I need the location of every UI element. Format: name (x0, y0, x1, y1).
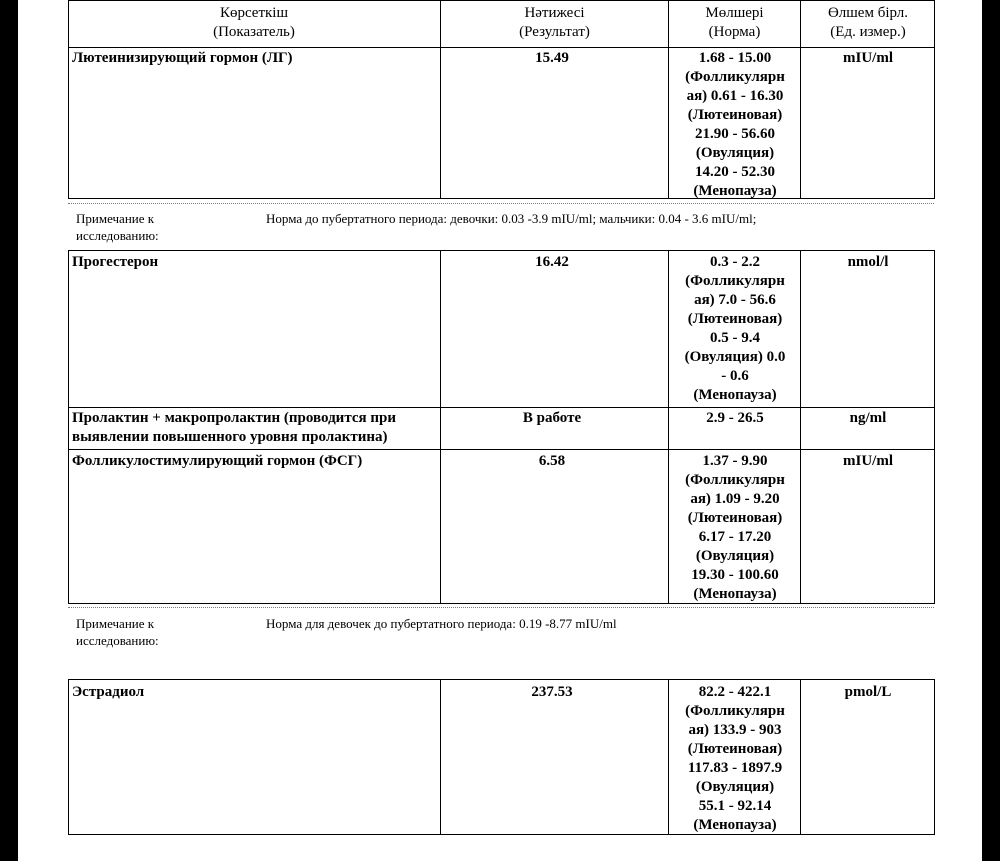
test-unit-prolactin: ng/ml (849, 410, 887, 426)
norm-line: - 0.6 (721, 368, 749, 384)
header-indicator: Көрсеткіш (Показатель) (213, 5, 295, 40)
test-name-estradiol: Эстрадиол (72, 684, 145, 700)
norm-line: (Менопауза) (693, 586, 777, 602)
norm-line: (Лютеиновая) (687, 107, 783, 123)
norm-line: ая) 0.61 - 16.30 (686, 88, 784, 104)
norm-line: (Менопауза) (693, 817, 777, 833)
note-label-1: Примечание к исследованию: (76, 211, 159, 243)
norm-line: (Овуляция) 0.0 (684, 349, 786, 365)
norm-line: (Овуляция) (695, 145, 775, 161)
test-unit-fsh: mIU/ml (843, 453, 893, 469)
norm-line: (Лютеиновая) (687, 311, 783, 327)
norm-line: (Лютеиновая) (687, 510, 783, 526)
norm-line: 2.9 - 26.5 (706, 410, 764, 426)
norm-line: (Лютеиновая) (687, 741, 783, 757)
norm-line: (Фолликулярн (685, 703, 785, 719)
norm-line: (Фолликулярн (685, 472, 785, 488)
norm-line: 19.30 - 100.60 (691, 567, 779, 583)
test-norm-prolactin (671, 409, 799, 428)
test-unit-estradiol: pmol/L (844, 684, 892, 700)
norm-line: ая) 133.9 - 903 (688, 722, 782, 738)
note-text-1: Норма до пубертатного периода: девочки: 0.03 -3.9 mIU/ml; мальчики: 0.04 - 3.6 mIU/ml; (266, 211, 757, 226)
header-unit: Өлшем бірл. (Ед. измер.) (827, 5, 909, 40)
test-name-prolactin: Пролактин + макропролактин (проводится при выявлении повышенного уровня пролактина) (72, 410, 397, 445)
norm-line: ая) 1.09 - 9.20 (690, 491, 780, 507)
norm-line: (Фолликулярн (685, 273, 785, 289)
test-result-lh: 15.49 (535, 50, 569, 66)
test-norm-fsh (671, 452, 799, 604)
test-result-estradiol: 237.53 (531, 684, 573, 700)
norm-line: 82.2 - 422.1 (698, 684, 772, 700)
header-norm: Мөлшері (Норма) (705, 5, 764, 40)
test-name-fsh: Фолликулостимулирующий гормон (ФСГ) (72, 453, 363, 469)
norm-line: 14.20 - 52.30 (695, 164, 775, 180)
test-result-fsh: 6.58 (538, 453, 566, 469)
test-norm-lh (671, 49, 799, 201)
test-name-lh: Лютеинизирующий гормон (ЛГ) (72, 50, 293, 66)
norm-line: (Менопауза) (693, 387, 777, 403)
norm-line: (Фолликулярн (685, 69, 785, 85)
table-row-progesterone (68, 250, 935, 408)
test-norm-estradiol (671, 683, 799, 835)
header-result: Нәтижесі (Результат) (519, 5, 590, 40)
norm-line: 21.90 - 56.60 (695, 126, 775, 142)
norm-line: (Овуляция) (695, 548, 775, 564)
table-row-fsh (68, 449, 935, 604)
norm-line: 6.17 - 17.20 (698, 529, 772, 545)
norm-line: 1.37 - 9.90 (702, 453, 768, 469)
note-label-2: Примечание к исследованию: (76, 616, 159, 648)
norm-line: 0.5 - 9.4 (710, 330, 760, 346)
table-row-estradiol (68, 679, 935, 835)
norm-line: ая) 7.0 - 56.6 (694, 292, 776, 308)
note-text-2: Норма для девочек до пубертатного периода: 0.19 -8.77 mIU/ml (266, 616, 617, 631)
norm-line: (Овуляция) (695, 779, 775, 795)
norm-line: 0.3 - 2.2 (710, 254, 760, 270)
test-unit-progesterone: nmol/l (847, 254, 889, 270)
norm-line: 117.83 - 1897.9 (687, 760, 783, 776)
test-result-progesterone: 16.42 (535, 254, 569, 270)
table-row-lh (68, 47, 935, 199)
norm-line: 55.1 - 92.14 (698, 798, 772, 814)
test-result-prolactin: В работе (522, 410, 582, 426)
test-unit-lh: mIU/ml (843, 50, 893, 66)
test-name-progesterone: Прогестерон (72, 254, 159, 270)
test-norm-progesterone (671, 253, 799, 405)
norm-line: (Менопауза) (693, 183, 777, 199)
norm-line: 1.68 - 15.00 (698, 50, 772, 66)
